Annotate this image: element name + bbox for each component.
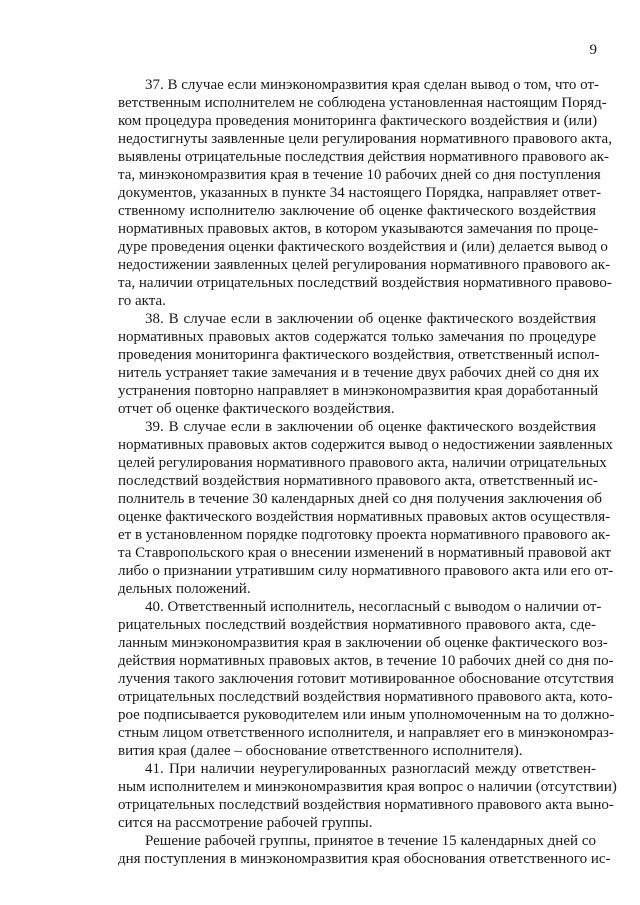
- text-line: ком процедура проведения мониторинга фактического воздействия и (или): [118, 113, 598, 129]
- text-line: вития края (далее – обоснование ответственного исполнителя).: [118, 743, 523, 759]
- paragraph-38: [118, 310, 600, 418]
- text-line: Решение рабочей группы, принятое в течение 15 календарных дней со: [145, 833, 596, 849]
- text-line: 40. Ответственный исполнитель, несогласный с выводом о наличии от-: [145, 599, 602, 615]
- text-line: отрицательных последствий воздействия нормативного правового акта выно-: [118, 797, 614, 813]
- text-line: ственному исполнителю заключение об оценке фактического воздействия: [118, 203, 596, 219]
- paragraph-41: [118, 760, 617, 832]
- text-line: действия нормативных правовых актов, в течение 10 рабочих дней со дня по-: [118, 653, 614, 669]
- text-line: сится на рассмотрение рабочей группы.: [118, 815, 373, 831]
- text-line: нормативных правовых актов содержатся только замечания по процедуре: [118, 329, 596, 345]
- text-line: либо о признании утратившим силу нормативного правового акта или его от-: [118, 563, 614, 579]
- text-line: недостигнуты заявленные цели регулирования нормативного правового акта,: [118, 131, 612, 147]
- document-body: [118, 76, 617, 868]
- text-line: проведения мониторинга фактического воздействия, ответственный испол-: [118, 347, 600, 363]
- text-line: 38. В случае если в заключении об оценке фактического воздействия: [145, 311, 596, 327]
- text-line: та Ставропольского края о внесении изменений в нормативный правовой акт: [118, 545, 612, 561]
- text-line: дельных положений.: [118, 581, 251, 597]
- text-line: устранения повторно направляет в минэкономразвития края доработанный: [118, 383, 599, 399]
- text-line: целей регулирования нормативного правового акта, наличии отрицательных: [118, 455, 607, 471]
- page-number: 9: [589, 42, 597, 58]
- text-line: ет в установленном порядке подготовку проекта нормативного правового ак-: [118, 527, 611, 543]
- text-line: ланным минэкономразвития края в заключении об оценке фактического воз-: [118, 635, 608, 651]
- text-line: отрицательных последствий воздействия нормативного правового акта, кото-: [118, 689, 613, 705]
- text-line: лучения такого заключения готовит мотивированное обоснование отсутствия: [118, 671, 614, 687]
- text-line: 41. При наличии неурегулированных разногласий между ответствен-: [145, 761, 596, 777]
- text-line: та, наличии отрицательных последствий воздействия нормативного правово-: [118, 275, 612, 291]
- text-line: нитель устраняет такие замечания и в течение двух рабочих дней со дня их: [118, 365, 600, 381]
- text-line: документов, указанных в пункте 34 настоящего Порядка, направляет ответ-: [118, 185, 602, 201]
- text-line: 39. В случае если в заключении об оценке фактического воздействия: [145, 419, 596, 435]
- paragraph-39: [118, 418, 614, 598]
- text-line: рое подписывается руководителем или иным уполномоченным на то должно-: [118, 707, 615, 723]
- text-line: недостижении заявленных целей регулирования нормативного правового ак-: [118, 257, 611, 273]
- text-line: ветственным исполнителем не соблюдена установленная настоящим Поряд-: [118, 95, 607, 111]
- text-line: последствий воздействия нормативного правового акта, ответственный ис-: [118, 473, 598, 489]
- text-line: выявлены отрицательные последствия действия нормативного правового ак-: [118, 149, 610, 165]
- text-line: рицательных последствий воздействия нормативного правового акта, сде-: [118, 617, 596, 633]
- text-line: стным лицом ответственного исполнителя, и направляет его в минэкономраз-: [118, 725, 614, 741]
- text-line: оценке фактического воздействия нормативных правовых актов осуществля-: [118, 509, 611, 525]
- text-line: отчет об оценке фактического воздействия.: [118, 401, 395, 417]
- paragraph-40: [118, 598, 615, 760]
- text-line: нормативных правовых актов, в котором указываются замечания по проце-: [118, 221, 599, 237]
- paragraph-37: [118, 76, 612, 310]
- text-line: та, минэкономразвития края в течение 10 рабочих дней со дня поступления: [118, 167, 601, 183]
- paragraph-working-group-decision: [118, 832, 611, 868]
- text-line: нормативных правовых актов содержится вывод о недостижении заявленных: [118, 437, 613, 453]
- text-line: ным исполнителем и минэкономразвития края вопрос о наличии (отсутствии): [118, 779, 617, 795]
- text-line: полнитель в течение 30 календарных дней со дня получения заключения об: [118, 491, 602, 507]
- text-line: 37. В случае если минэкономразвития края сделан вывод о том, что от-: [145, 77, 599, 93]
- text-line: дуре проведения оценки фактического воздействия и (или) делается вывод о: [118, 239, 608, 255]
- text-line: дня поступления в минэкономразвития края обоснования ответственного ис-: [118, 851, 611, 867]
- text-line: го акта.: [118, 293, 166, 309]
